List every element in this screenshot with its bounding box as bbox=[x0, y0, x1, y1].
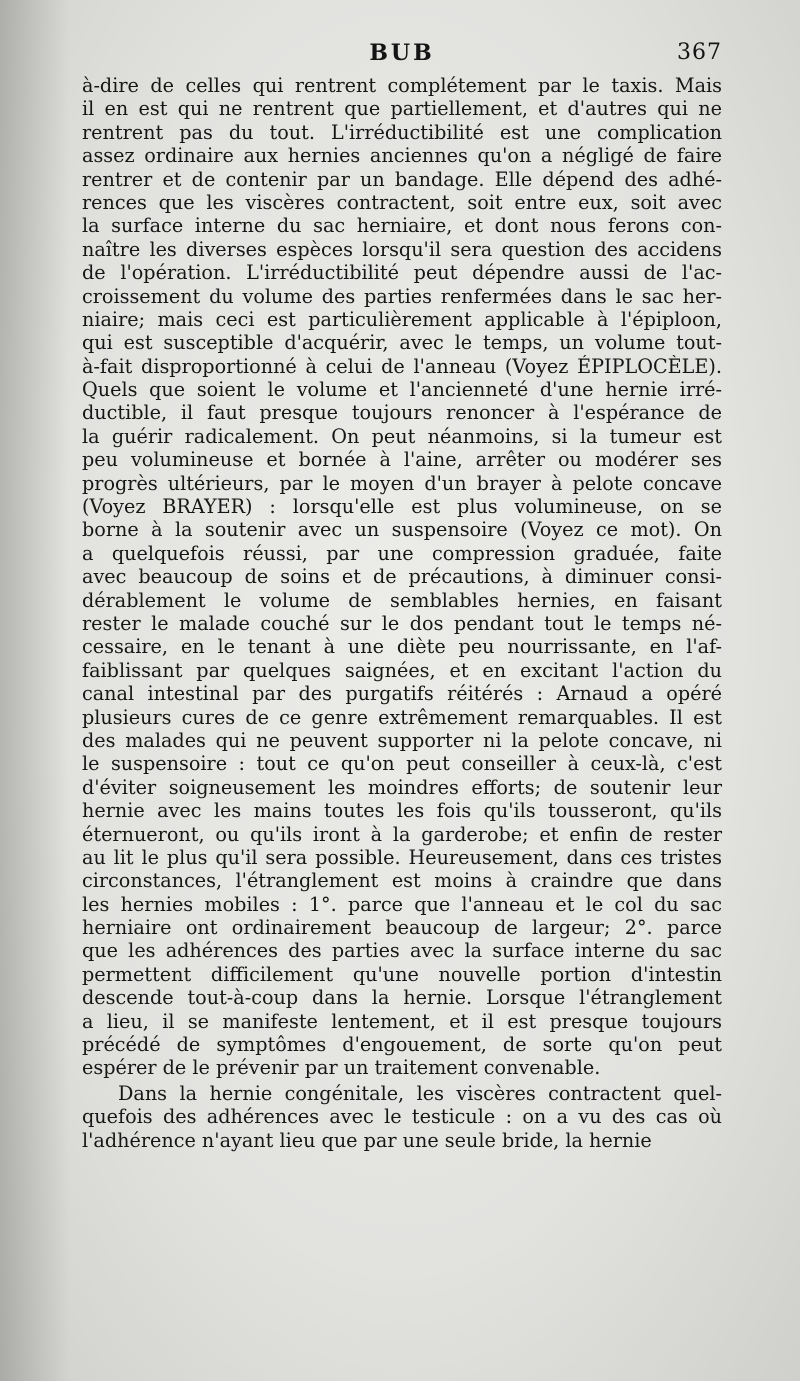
text-line: assez ordinaire aux hernies anciennes qu'on a négligé de faire bbox=[82, 144, 722, 168]
text-line: rentrer et de contenir par un bandage. Elle dépend des adhé- bbox=[82, 167, 722, 191]
text-line: la surface interne du sac herniaire, et dont nous ferons con- bbox=[82, 214, 722, 238]
text-line: la guérir radicalement. On peut néanmoins, si la tumeur est bbox=[82, 424, 722, 448]
text-line: Dans la hernie congénitale, les viscères contractent quel- bbox=[118, 1081, 722, 1105]
text-line: de l'opération. L'irréductibilité peut dépendre aussi de l'ac- bbox=[82, 261, 722, 285]
text-line: avec beaucoup de soins et de précautions, à diminuer consi- bbox=[82, 565, 722, 589]
page-number: 367 bbox=[677, 40, 722, 65]
text-line: hernie avec les mains toutes les fois qu'ils tousseront, qu'ils bbox=[82, 799, 722, 823]
text-line: rences que les viscères contractent, soit entre eux, soit avec bbox=[82, 190, 722, 214]
text-line: ductible, il faut presque toujours renoncer à l'espérance de bbox=[82, 401, 722, 425]
text-line: espérer de le prévenir par un traitement convenable. bbox=[82, 1056, 601, 1080]
running-head: BUB bbox=[369, 40, 435, 66]
text-line: qui est susceptible d'acquérir, avec le temps, un volume tout- bbox=[82, 331, 722, 355]
text-line: Quels que soient le volume et l'ancienneté d'une hernie irré- bbox=[82, 378, 722, 402]
text-line: les hernies mobiles : 1°. parce que l'anneau et le col du sac bbox=[82, 892, 722, 916]
text-line: éternueront, ou qu'ils iront à la garderobe; et enfin de rester bbox=[82, 822, 722, 846]
text-line: précédé de symptômes d'engouement, de sorte qu'on peut bbox=[82, 1033, 722, 1057]
text-line: a lieu, il se manifeste lentement, et il est presque toujours bbox=[82, 1009, 722, 1033]
text-line: herniaire ont ordinairement beaucoup de largeur; 2°. parce bbox=[82, 916, 722, 940]
text-line: faiblissant par quelques saignées, et en excitant l'action du bbox=[82, 658, 722, 682]
text-line: permettent difficilement qu'une nouvelle portion d'intestin bbox=[82, 962, 722, 986]
text-line: l'adhérence n'ayant lieu que par une seule bride, la hernie bbox=[82, 1128, 652, 1152]
paragraph bbox=[82, 1082, 722, 1152]
text-line: circonstances, l'étranglement est moins à craindre que dans bbox=[82, 869, 722, 893]
text-line: que les adhérences des parties avec la surface interne du sac bbox=[82, 939, 722, 963]
text-line: croissement du volume des parties renfermées dans le sac her- bbox=[82, 284, 722, 308]
gutter-shadow bbox=[0, 0, 70, 1381]
text-line: rentrent pas du tout. L'irréductibilité est une complication bbox=[82, 120, 722, 144]
text-line: dérablement le volume de semblables hernies, en faisant bbox=[82, 588, 722, 612]
text-line: cessaire, en le tenant à une diète peu nourrissante, en l'af- bbox=[82, 635, 722, 659]
text-line: naître les diverses espèces lorsqu'il sera question des accidens bbox=[82, 237, 722, 261]
text-line: le suspensoire : tout ce qu'on peut conseiller à ceux-là, c'est bbox=[82, 752, 722, 776]
text-line: progrès ultérieurs, par le moyen d'un brayer à pelote concave bbox=[82, 471, 722, 495]
text-line: des malades qui ne peuvent supporter ni la pelote concave, ni bbox=[82, 728, 722, 752]
text-line: à-fait disproportionné à celui de l'anneau (Voyez ÉPIPLOCÈLE). bbox=[82, 354, 722, 378]
text-line: quefois des adhérences avec le testicule : on a vu des cas où bbox=[82, 1105, 722, 1129]
text-line: niaire; mais ceci est particulièrement applicable à l'épiploon, bbox=[82, 307, 722, 331]
text-line: borne à la soutenir avec un suspensoire (Voyez ce mot). On bbox=[82, 518, 722, 542]
page-header bbox=[82, 40, 722, 76]
text-line: (Voyez BRAYER) : lorsqu'elle est plus volumineuse, on se bbox=[82, 495, 722, 519]
text-line: a quelquefois réussi, par une compression graduée, faite bbox=[82, 541, 722, 565]
body-text bbox=[82, 74, 722, 1152]
paragraph bbox=[82, 74, 722, 1080]
text-line: peu volumineuse et bornée à l'aine, arrêter ou modérer ses bbox=[82, 448, 722, 472]
text-line: au lit le plus qu'il sera possible. Heureusement, dans ces tristes bbox=[82, 845, 722, 869]
text-line: d'éviter soigneusement les moindres efforts; de soutenir leur bbox=[82, 775, 722, 799]
text-line: il en est qui ne rentrent que partiellement, et d'autres qui ne bbox=[82, 97, 722, 121]
text-line: descende tout-à-coup dans la hernie. Lorsque l'étranglement bbox=[82, 986, 722, 1010]
text-line: plusieurs cures de ce genre extrêmement remarquables. Il est bbox=[82, 705, 722, 729]
text-line: à-dire de celles qui rentrent complétement par le taxis. Mais bbox=[82, 74, 722, 97]
text-line: rester le malade couché sur le dos pendant tout le temps né- bbox=[82, 611, 722, 635]
text-line: canal intestinal par des purgatifs réitérés : Arnaud a opéré bbox=[82, 682, 722, 706]
